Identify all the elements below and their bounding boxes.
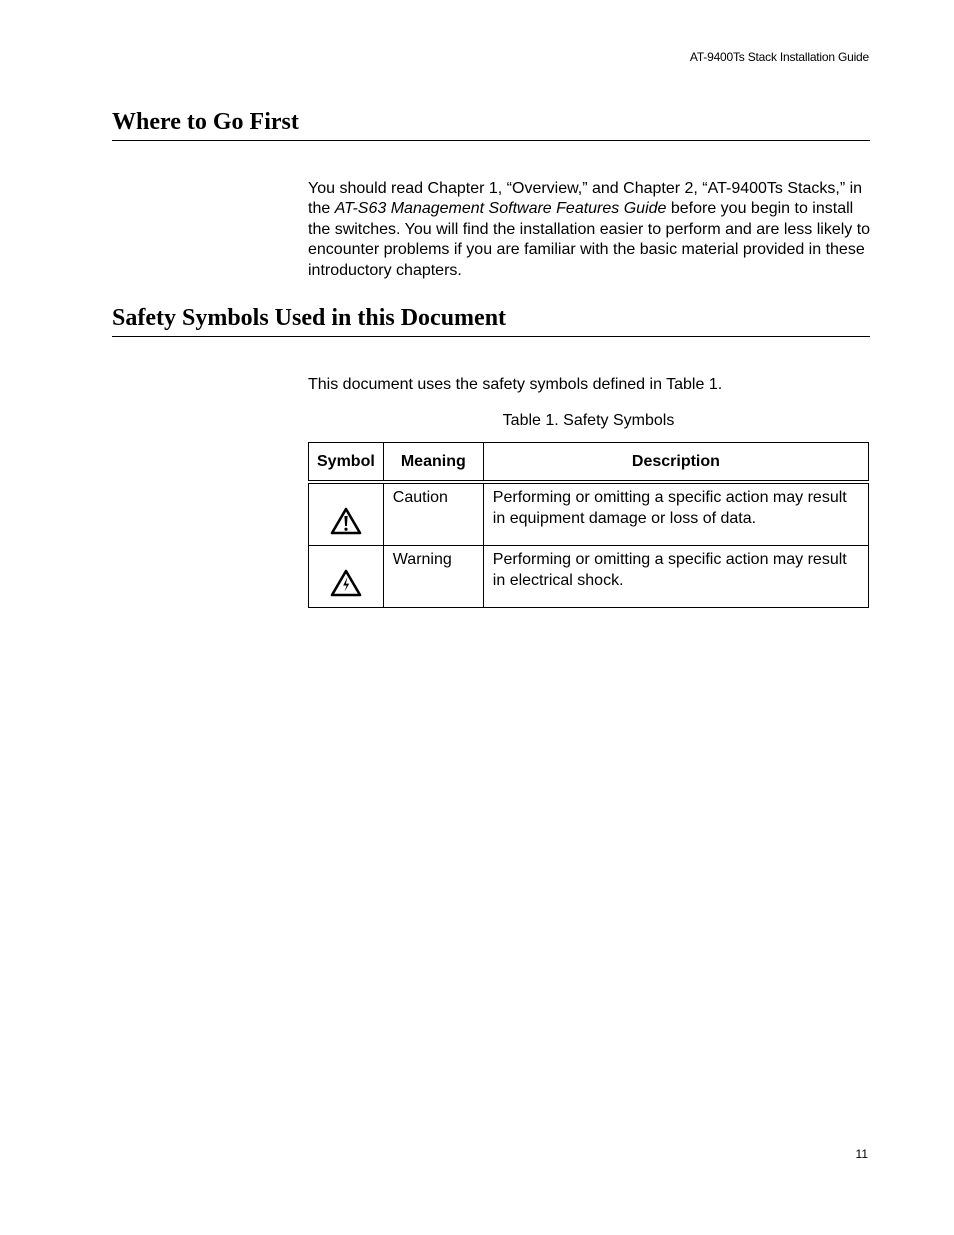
running-header: AT-9400Ts Stack Installation Guide	[689, 50, 869, 64]
electrical-warning-icon	[309, 569, 383, 597]
meaning-cell: Warning	[383, 546, 483, 608]
paragraph-text: You should read Chapter 1, “Overview,” and Chapter 2, “AT-9400Ts Stacks,” in the	[308, 180, 863, 218]
safety-symbols-paragraph: This document uses the safety symbols defined in Table 1.	[308, 376, 723, 393]
safety-symbols-table	[308, 442, 869, 608]
description-cell: Performing or omitting a specific action may result in electrical shock.	[483, 546, 868, 608]
section-heading-where-to-go-first: Where to Go First	[112, 108, 870, 141]
page-number: 11	[855, 1147, 868, 1161]
table-header-row	[309, 443, 869, 483]
paragraph-text: before you begin to install the switches. You will find the installation easier to perform and are less likely to encounter problems if you are familiar with the basic material provided in these introductory chapters.	[308, 200, 871, 279]
meaning-cell: Caution	[383, 482, 483, 546]
table-row	[309, 546, 869, 608]
symbol-cell	[309, 482, 384, 546]
caution-triangle-icon	[309, 507, 383, 535]
guide-title: AT-S63 Management Software Features Guide	[334, 200, 667, 218]
where-to-go-first-paragraph	[308, 179, 873, 281]
table-row	[309, 482, 869, 546]
column-header-symbol: Symbol	[309, 443, 384, 483]
symbol-cell	[309, 546, 384, 608]
column-header-description: Description	[483, 443, 868, 483]
table-caption: Table 1. Safety Symbols	[502, 412, 675, 429]
description-cell: Performing or omitting a specific action may result in equipment damage or loss of data.	[483, 482, 868, 546]
column-header-meaning: Meaning	[383, 443, 483, 483]
section-heading-safety-symbols: Safety Symbols Used in this Document	[112, 304, 870, 337]
